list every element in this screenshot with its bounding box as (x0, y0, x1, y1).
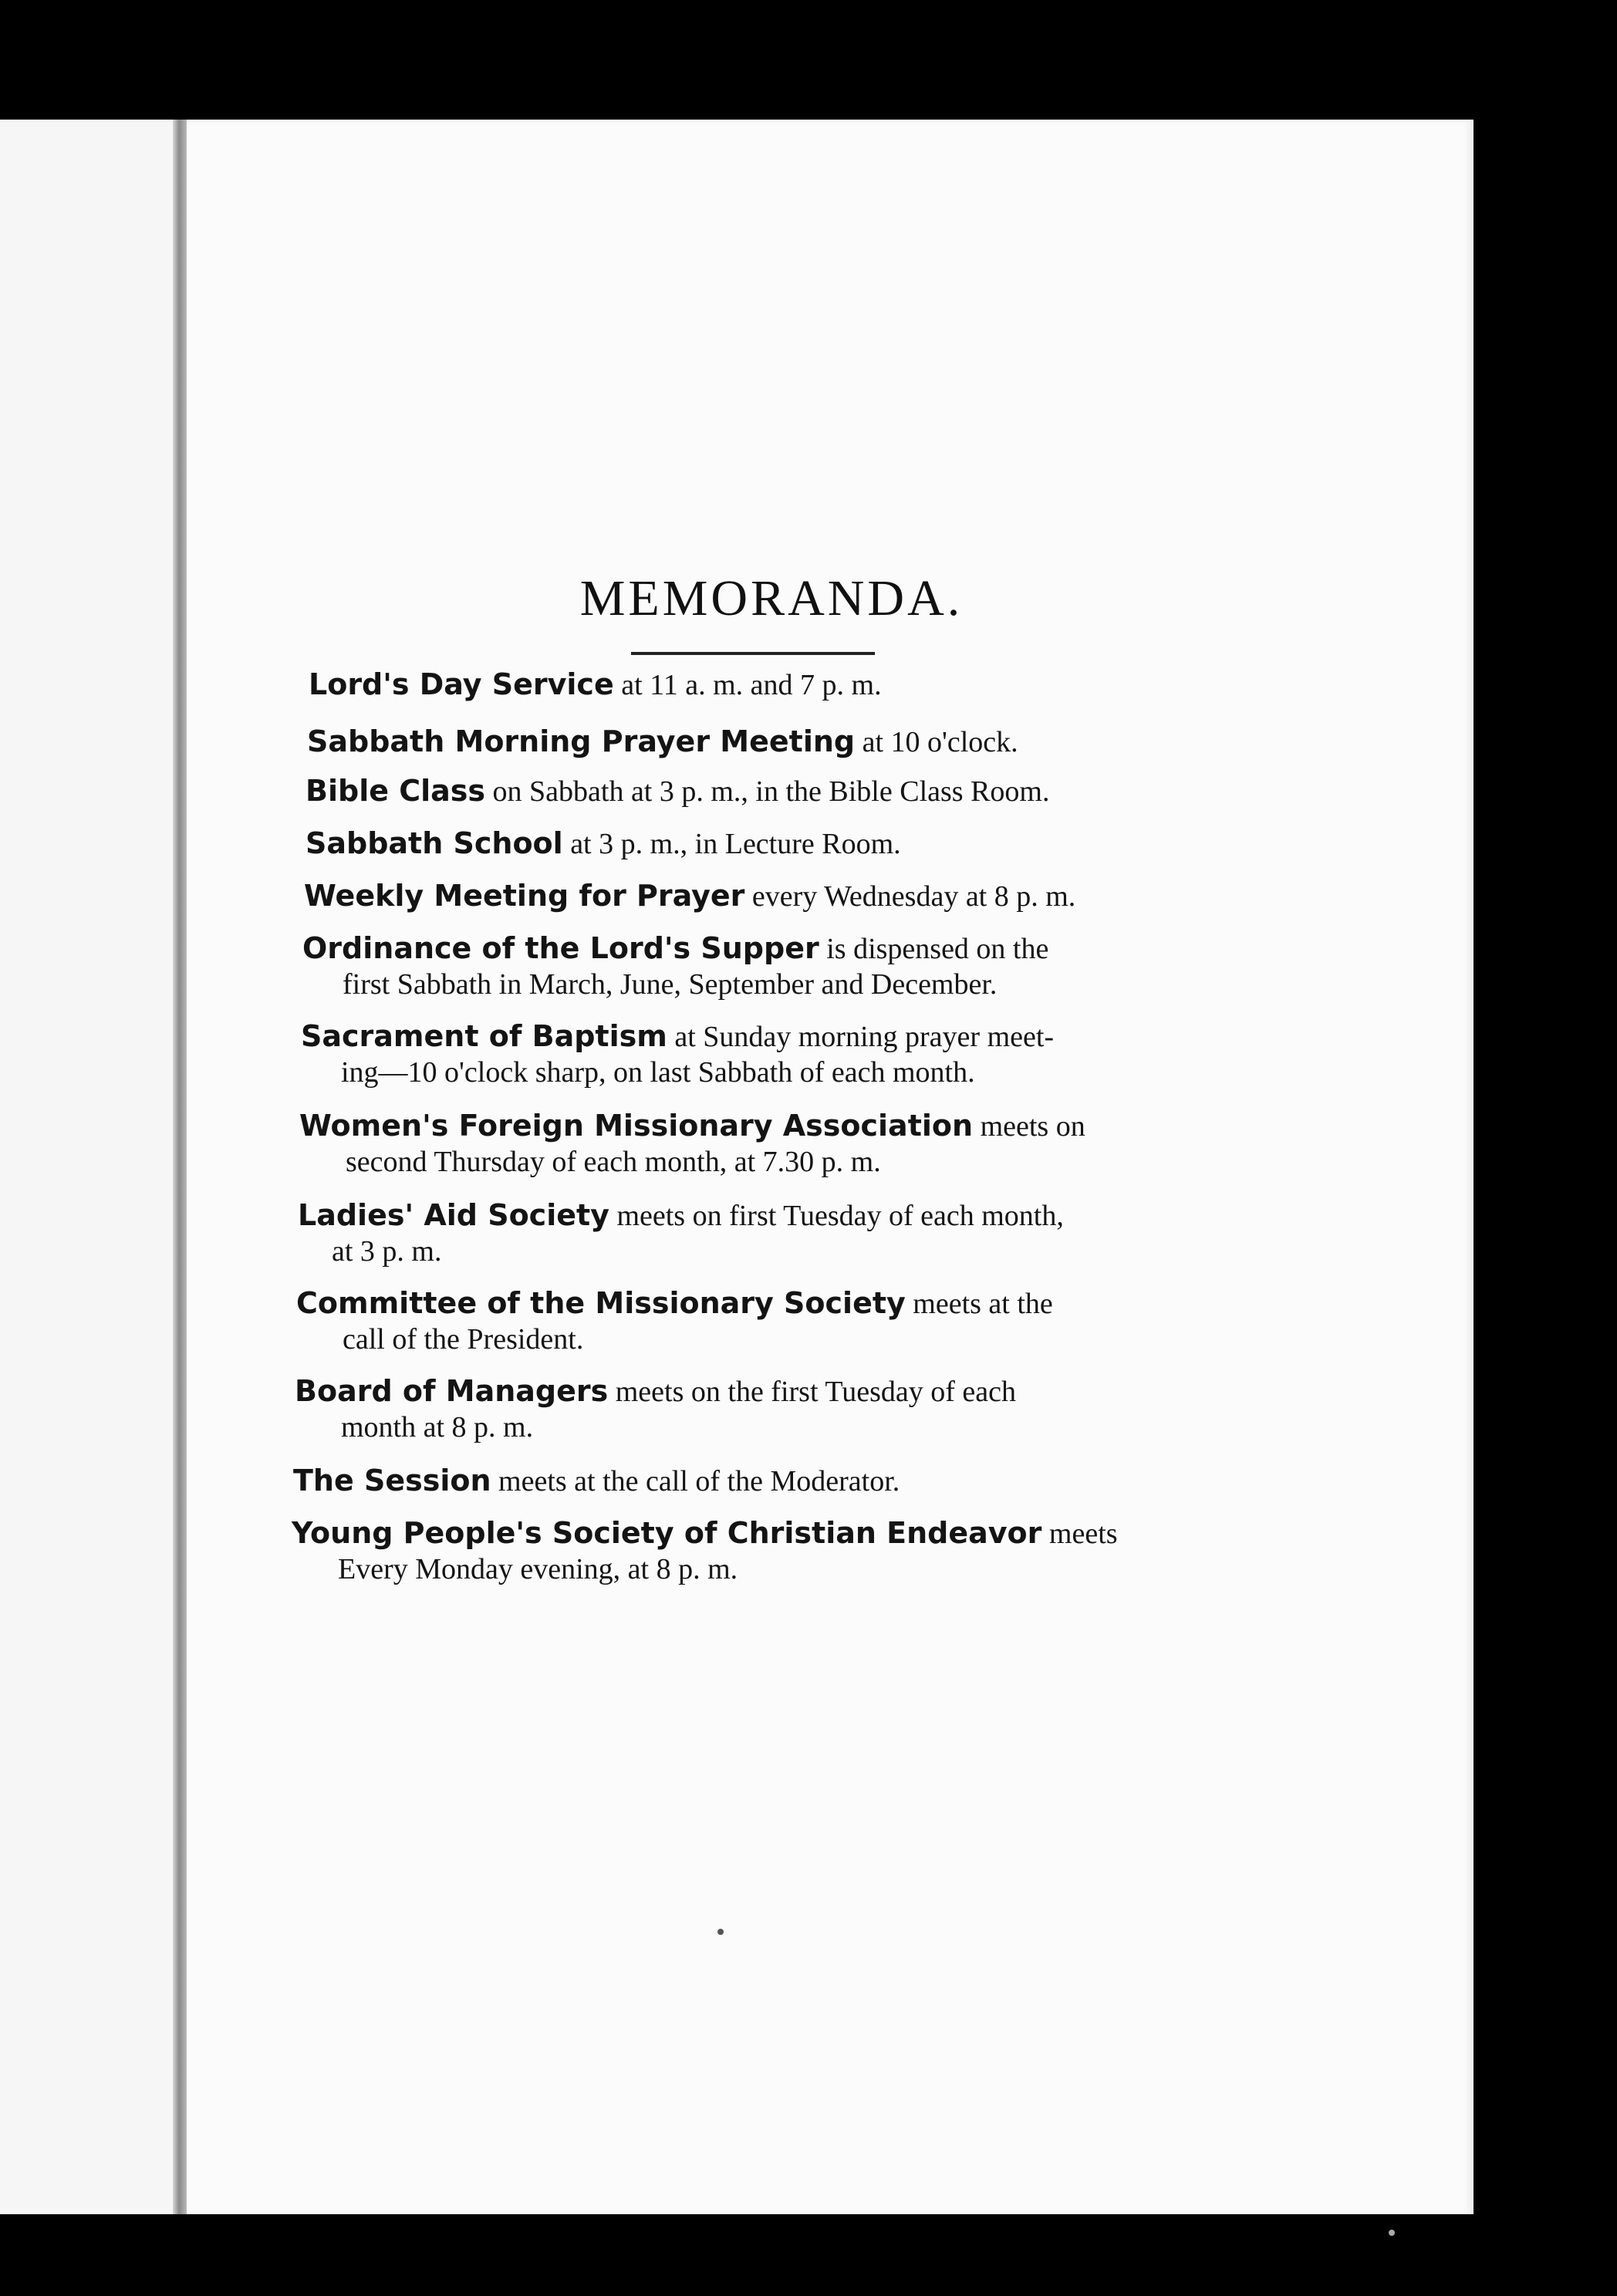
book-gutter (173, 120, 187, 2214)
entry-continuation: call of the President. (343, 1323, 584, 1356)
memo-entry-christian-endeavor (292, 1515, 1287, 1587)
memo-entry-bible-class (306, 773, 1231, 809)
entry-continuation: first Sabbath in March, June, September and December. (343, 968, 998, 1001)
entry-continuation: Every Monday evening, at 8 p. m. (338, 1553, 738, 1585)
entry-text: meets (1041, 1518, 1118, 1550)
entry-text: at 3 p. m., in Lecture Room. (562, 828, 901, 860)
entry-continuation: at 3 p. m. (332, 1235, 442, 1268)
entry-lead: Committee of the Missionary Society (296, 1286, 906, 1320)
entry-lead: Young People's Society of Christian Endeavor (292, 1516, 1042, 1550)
entry-lead: Bible Class (306, 774, 486, 808)
entry-lead: Ladies' Aid Society (298, 1198, 609, 1232)
left-page-edge (0, 120, 179, 2214)
entry-continuation: month at 8 p. m. (341, 1411, 534, 1443)
entry-text: meets at the (905, 1288, 1053, 1320)
entry-continuation: ing—10 o'clock sharp, on last Sabbath of each month. (341, 1056, 975, 1089)
entry-lead: The Session (293, 1464, 491, 1497)
entry-text: is dispensed on the (819, 933, 1049, 965)
paper-speck (717, 1929, 724, 1935)
entry-text: meets on the first Tuesday of each (608, 1376, 1016, 1408)
entry-text: meets on first Tuesday of each month, (609, 1200, 1064, 1232)
page-heading: MEMORANDA. (579, 570, 964, 626)
entry-lead: Sacrament of Baptism (301, 1019, 667, 1053)
paper-speck (1389, 2230, 1395, 2236)
entry-lead: Sabbath School (306, 826, 563, 860)
entry-lead: Lord's Day Service (309, 667, 614, 701)
entry-lead: Weekly Meeting for Prayer (304, 879, 745, 913)
memo-entry-womens-missionary (299, 1108, 1264, 1180)
memo-entry-board-of-managers (295, 1373, 1274, 1445)
memo-entry-lords-supper (302, 930, 1259, 1002)
entry-text: at Sunday morning prayer meet- (667, 1021, 1055, 1053)
entry-text: meets at the call of the Moderator. (491, 1465, 900, 1497)
entry-text: at 10 o'clock. (855, 726, 1018, 758)
memo-entry-morning-prayer (307, 724, 1233, 760)
entry-text: at 11 a. m. and 7 p. m. (613, 669, 882, 701)
memo-entry-missionary-committee (296, 1285, 1268, 1357)
entry-text: on Sabbath at 3 p. m., in the Bible Class Room. (485, 775, 1050, 808)
entry-text: every Wednesday at 8 p. m. (744, 880, 1076, 913)
memo-entry-ladies-aid (298, 1197, 1262, 1269)
heading-rule (631, 652, 875, 655)
memo-entry-baptism (301, 1018, 1257, 1090)
memo-entry-weekly-prayer (304, 878, 1245, 914)
entry-lead: Women's Foreign Missionary Association (299, 1109, 974, 1143)
entry-continuation: second Thursday of each month, at 7.30 p. m. (346, 1146, 881, 1178)
entry-lead: Board of Managers (295, 1374, 609, 1408)
entry-lead: Sabbath Morning Prayer Meeting (307, 724, 856, 758)
entry-lead: Ordinance of the Lord's Supper (302, 931, 819, 965)
memo-entry-session (293, 1463, 1273, 1499)
memo-entry-lords-day (309, 667, 1234, 703)
memo-entry-sabbath-school (306, 826, 1231, 862)
entry-text: meets on (973, 1110, 1085, 1143)
